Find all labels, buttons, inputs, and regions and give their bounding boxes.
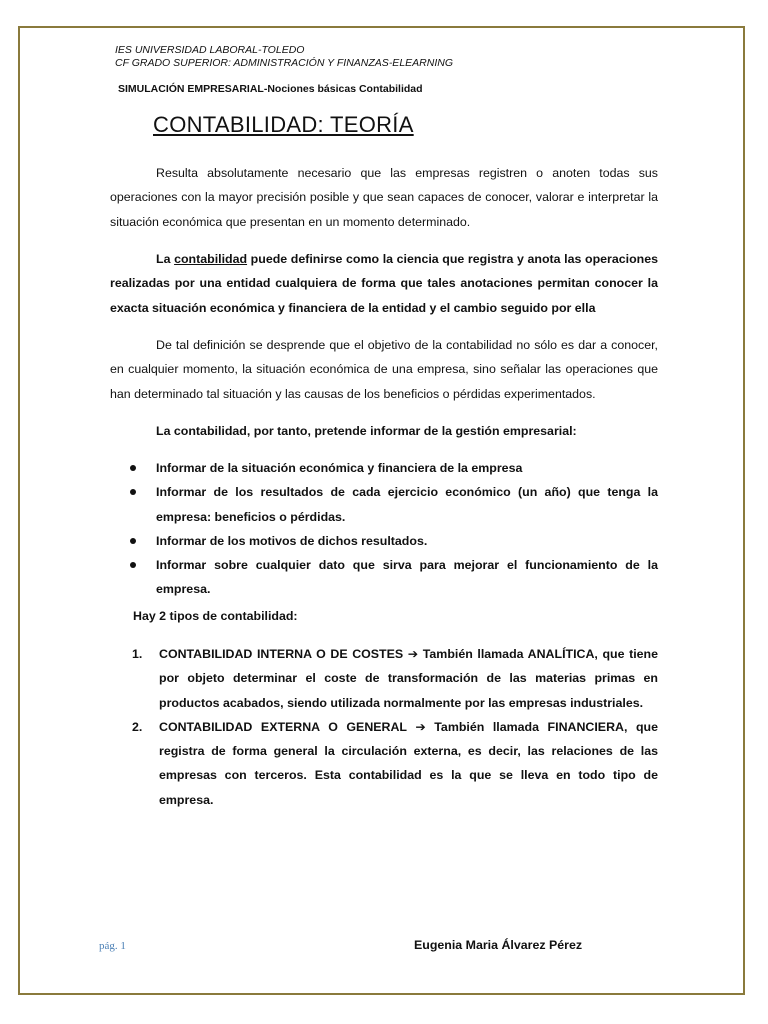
- list-item-text: Informar sobre cualquier dato que sirva para mejorar el funcionamiento de la empresa.: [156, 558, 658, 597]
- list-item-number: 1.: [132, 647, 143, 661]
- paragraph-objective: De tal definición se desprende que el objetivo de la contabilidad no sólo es dar a conocer, en cualquier momento, la situación económica de una empresa, sino señalar las operaciones que han determinado tal situación y las causas de los beneficios o pérdidas experimentados.: [110, 338, 658, 401]
- definition-prefix: La: [156, 252, 175, 266]
- bullet-icon: [130, 489, 136, 495]
- arrow-right-icon: ➔: [415, 719, 426, 734]
- footer-author: Eugenia Maria Álvarez Pérez: [414, 938, 583, 952]
- list-item: [110, 480, 658, 529]
- page-number: pág. 1: [99, 940, 126, 952]
- bullet-icon: [130, 465, 136, 471]
- paragraph-purpose: La contabilidad, por tanto, pretende informar de la gestión empresarial:: [156, 424, 577, 438]
- list-item: [110, 553, 658, 602]
- bullet-icon: [130, 562, 136, 568]
- bullet-icon: [130, 538, 136, 544]
- list-item: [110, 456, 658, 480]
- list-item: [110, 529, 658, 553]
- page-title: CONTABILIDAD: TEORÍA: [153, 112, 414, 137]
- type-description: También llamada FINANCIERA, que registra de forma general la circulación externa, es decir, las relaciones de las empresas con terceros. Esta contabilidad es la que se lleva en todo tipo de empresa.: [159, 719, 658, 807]
- list-item-text: Informar de la situación económica y financiera de la empresa: [156, 461, 523, 475]
- list-item: [110, 642, 658, 715]
- purpose-bullet-list: [110, 456, 658, 602]
- arrow-right-icon: ➔: [407, 647, 419, 661]
- header-institution: IES UNIVERSIDAD LABORAL-TOLEDO: [115, 44, 305, 56]
- accounting-types-list: [110, 642, 658, 812]
- list-item-number: 2.: [132, 719, 143, 734]
- list-item-text: Informar de los resultados de cada ejercicio económico (un año) que tenga la empresa: beneficios o pérdidas.: [156, 485, 658, 524]
- paragraph-intro: Resulta absolutamente necesario que las empresas registren o anoten todas sus operaciones con la mayor precisión posible y que sean capaces de conocer, valorar e interpretar la situación económica que presentan en un momento determinado.: [110, 166, 658, 229]
- type-name: CONTABILIDAD INTERNA O DE COSTES: [159, 647, 404, 661]
- list-item: [110, 715, 658, 812]
- header-course: CF GRADO SUPERIOR: ADMINISTRACIÓN Y FINANZAS-ELEARNING: [115, 57, 453, 69]
- header-subject: SIMULACIÓN EMPRESARIAL-Nociones básicas Contabilidad: [118, 83, 423, 95]
- definition-body: puede definirse como la ciencia que registra y anota las operaciones realizadas por una entidad cualquiera de forma que tales anotaciones permitan conocer la exacta situación económica y financiera de la entidad y el cambio seguido por ella: [110, 252, 658, 315]
- list-item-text: Informar de los motivos de dichos resultados.: [156, 533, 428, 548]
- type-name: CONTABILIDAD EXTERNA O GENERAL: [159, 719, 407, 734]
- definition-term: contabilidad: [174, 252, 248, 266]
- type-description: También llamada ANALÍTICA, que tiene por objeto determinar el coste de transformación de las materias primas en productos acabados, siendo utilizada normalmente por las empresas industriales.: [159, 647, 659, 710]
- types-intro: Hay 2 tipos de contabilidad:: [133, 609, 298, 623]
- paragraph-definition: [110, 247, 658, 320]
